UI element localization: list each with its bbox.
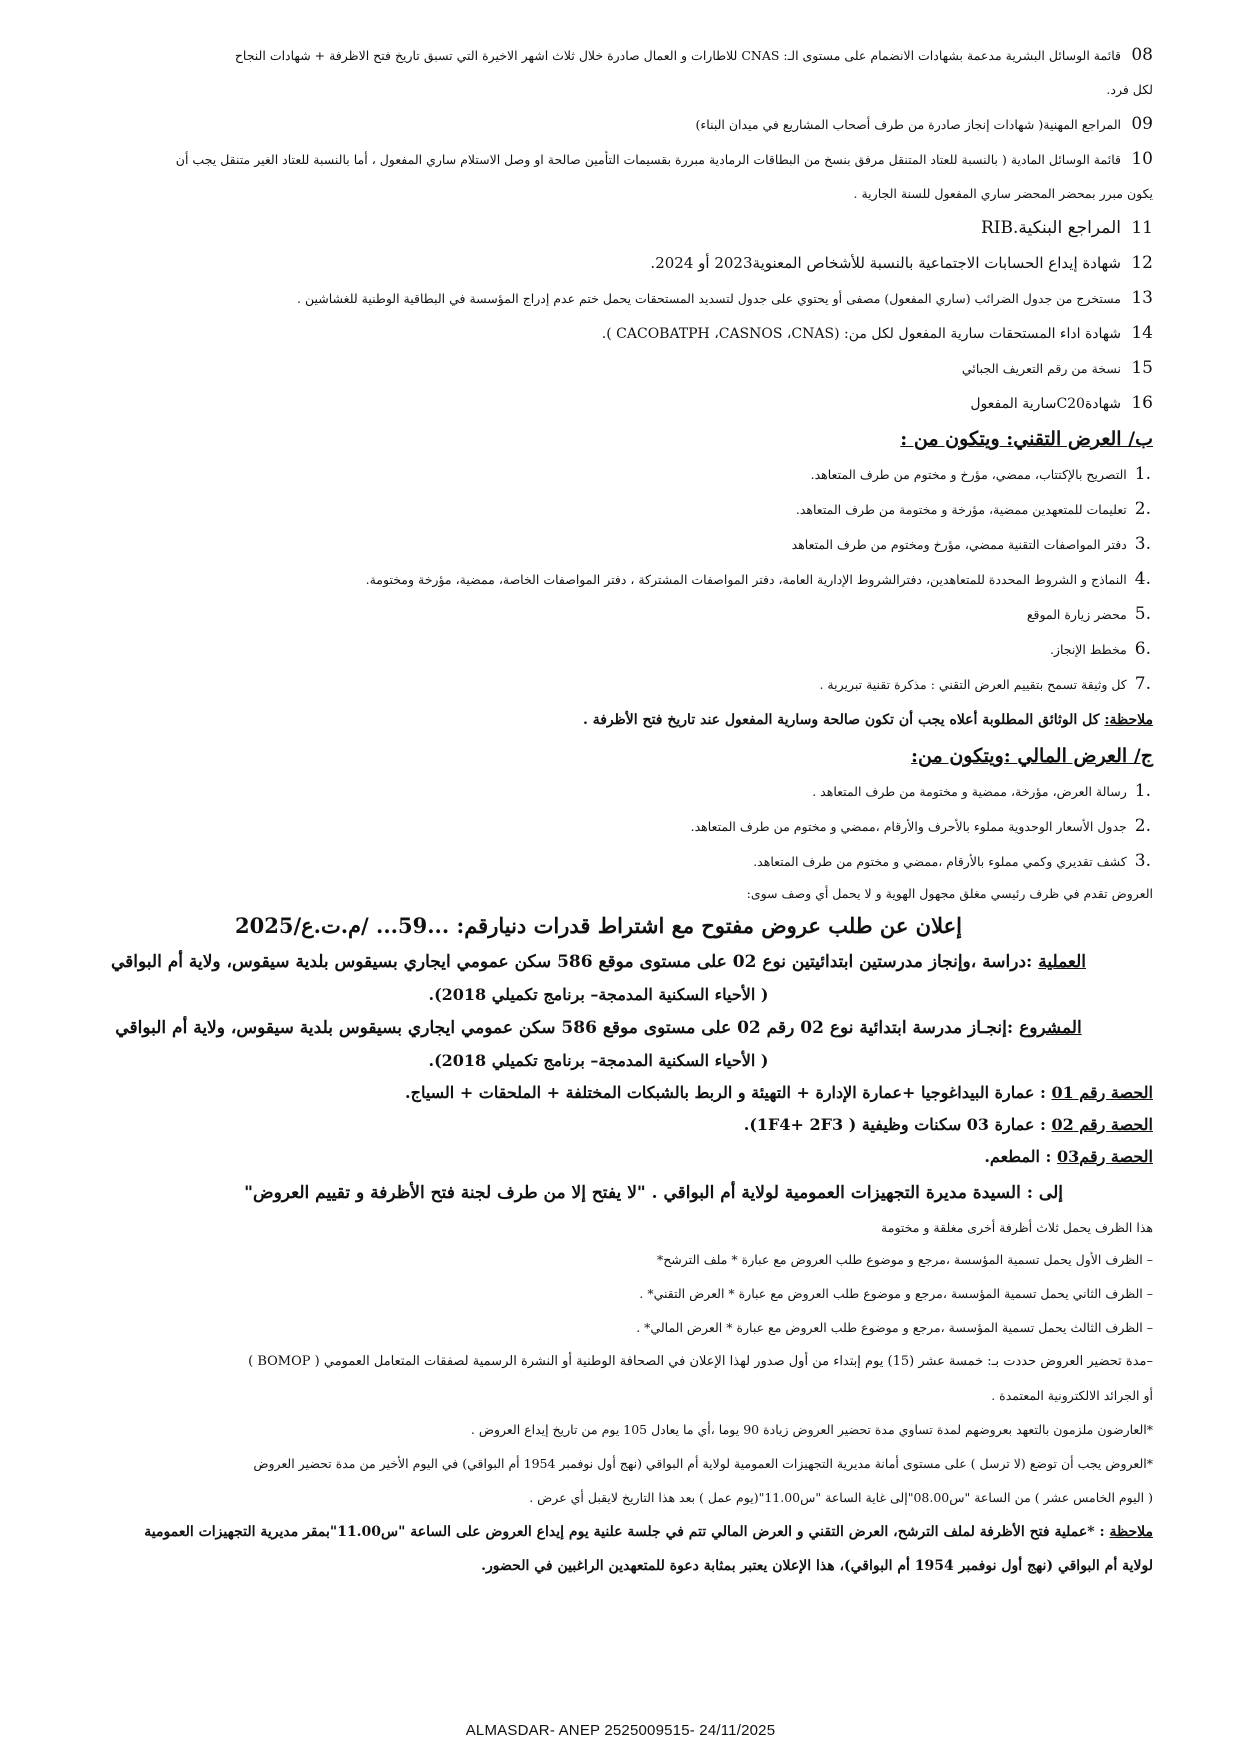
technical-offer-heading: ب/ العرض التقني: ويتكون من : — [900, 428, 1153, 450]
document-page — [44, 38, 1153, 1583]
list-item: .1رسالة العرض، مؤرخة، ممضية و مختومة من طرف المتعاهد . — [812, 781, 1151, 801]
list-item: .3دفتر المواصفات التقنية ممضي، مؤرخ ومختوم من طرف المتعاهد — [791, 534, 1151, 554]
list-item: 10قائمة الوسائل المادية ( بالنسبة للعتاد المتنقل مرفق بنسخ من البطاقات الرمادية مبررة بقسيمات التأمين صالحة او وصل الاستلام ساري المفعول ، أما بالنسبة للعتاد الغير متنقل يجب أن — [175, 149, 1153, 169]
publication-footer: ALMASDAR- ANEP 2525009515- 24/11/2025 — [465, 1722, 776, 1739]
list-item: .2جدول الأسعار الوحدوية مملوء بالأحرف والأرقام ،ممضي و مختوم من طرف المتعاهد. — [690, 816, 1151, 836]
addressee-line: إلى : السيدة مديرة التجهيزات العمومية لولاية أم البواقي . "لا يفتح إلا من طرف لجنة فتح الأظرفة و تقييم العروض" — [244, 1183, 1063, 1203]
list-item: .7كل وثيقة تسمح بتقييم العرض التقني : مذكرة تقنية تبريرية . — [819, 674, 1151, 694]
list-item: .3كشف تقديري وكمي مملوء بالأرقام ،ممضي و مختوم من طرف المتعاهد. — [753, 851, 1151, 871]
list-item-continuation: لكل فرد. — [1106, 82, 1153, 97]
condition-line: ( اليوم الخامس عشر ) من الساعة "س08.00"إلى غاية الساعة "س11.00"(يوم عمل ) بعد هذا التاريخ لايقبل أي عرض . — [529, 1490, 1153, 1505]
lot-item: الحصة رقم 01 : عمارة البيداغوجيا +عمارة الإدارة + التهيئة و الربط بالشبكات المختلفة + الملحقات + السياج. — [405, 1083, 1153, 1102]
lots-list — [44, 1077, 1153, 1173]
list-item: .5محضر زيارة الموقع — [1026, 604, 1151, 624]
list-item: .6مخطط الإنجاز. — [1049, 639, 1151, 659]
list-item: 11المراجع البنكية.RIB — [980, 218, 1153, 238]
condition-line: –مدة تحضير العروض حددت بـ: خمسة عشر (15) يوم إبتداء من أول صدور لهذا الإعلان في الصحافة الوطنية أو النشرة الرسمية لصفقات المتعامل العمومي ( BOMOP ) — [248, 1354, 1153, 1369]
list-item: .4النماذج و الشروط المحددة للمتعاهدين، دفترالشروط الإدارية العامة، دفتر المواصفات المشتركة ، دفتر المواصفات الخاصة، ممضية، مؤرخة ومختومة. — [365, 569, 1151, 589]
list-item: 13مستخرج من جدول الضرائب (ساري المفعول) مصفى أو يحتوي على جدول لتسديد المستحقات يحمل ختم عدم إدراج المؤسسة في البطاقية الوطنية للغشاشين . — [297, 288, 1153, 308]
list-item: 09المراجع المهنية( شهادات إنجاز صادرة من طرف أصحاب المشاريع في ميدان البناء) — [695, 114, 1153, 134]
list-item-continuation: يكون مبرر بمحضر المحضر ساري المفعول للسنة الجارية . — [853, 186, 1153, 201]
list-item: 15نسخة من رقم التعريف الجبائي — [961, 358, 1153, 378]
lot-item: الحصة رقم03 : المطعم. — [984, 1147, 1153, 1166]
technical-note: ملاحظة: كل الوثائق المطلوبة أعلاه يجب أن تكون صالحة وسارية المفعول عند تاريخ فتح الأظرفة . — [582, 712, 1153, 728]
financial-offer-list — [44, 774, 1153, 879]
admin-document-list — [44, 38, 1153, 421]
list-item: 16شهادةC20سارية المفعول — [970, 393, 1153, 413]
envelope-item: – الظرف الأول يحمل تسمية المؤسسة ،مرجع و موضوع طلب العروض مع عبارة * ملف الترشح* — [656, 1252, 1153, 1267]
operation-subtitle: ( الأحياء السكنية المدمجة– برنامج تكميلي 2018). — [428, 985, 769, 1004]
project-line: المشروع :إنجـاز مدرسة ابتدائية نوع 02 رقم 02 على مستوى موقع 586 سكن عمومي ايجاري بسيقوس بلدية سيقوس، ولاية أم البواقي — [115, 1018, 1082, 1038]
financial-offer-heading: ج/ العرض المالي :ويتكون من: — [911, 745, 1153, 767]
condition-line: أو الجرائد الالكترونية المعتمدة . — [991, 1388, 1153, 1403]
list-item: .1التصريح بالإكتتاب، ممضي، مؤرخ و مختوم من طرف المتعاهد. — [810, 464, 1151, 484]
lot-item: الحصة رقم 02 : عمارة 03 سكنات وظيفية ( 1F4+ 2F3). — [743, 1115, 1153, 1134]
list-item: .2تعليمات للمتعهدين ممضية، مؤرخة و مختومة من طرف المتعاهد. — [795, 499, 1151, 519]
final-note: ملاحظة : *عملية فتح الأظرفة لملف الترشح، العرض التقني و العرض المالي تتم في جلسة علنية يوم إيداع العروض على الساعة "س11.00"بمقر مديرية التجهيزات العمومية — [144, 1524, 1153, 1540]
technical-offer-list — [44, 457, 1153, 702]
condition-line: *العارضون ملزمون بالتعهد بعروضهم لمدة تساوي مدة تحضير العروض زيادة 90 يوما ،أي ما يعادل 105 يوم من تاريخ إيداع العروض . — [470, 1422, 1153, 1437]
envelope-item: – الظرف الثالث يحمل تسمية المؤسسة ،مرجع و موضوع طلب العروض مع عبارة * العرض المالي* . — [636, 1320, 1153, 1335]
final-note-continuation: لولاية أم البواقي (نهج أول نوفمبر 1954 أم البواقي)، هذا الإعلان يعتبر بمثابة دعوة للمتعهدين الراغبين في الحضور. — [481, 1558, 1153, 1574]
operation-line: العملية :دراسة ،وإنجاز مدرستين ابتدائيتين نوع 02 على مستوى موقع 586 سكن عمومي ايجاري بسيقوس بلدية سيقوس، ولاية أم البواقي — [110, 952, 1087, 972]
envelopes-intro: هذا الظرف يحمل ثلاث أظرفة أخرى مغلقة و مختومة — [881, 1220, 1153, 1235]
condition-line: *العروض يجب أن توضع (لا ترسل ) على مستوى أمانة مديرية التجهيزات العمومية لولاية أم البواقي (نهج أول نوفمبر 1954 أم البواقي) في اليوم الأخير من مدة تحضير العروض — [253, 1456, 1153, 1471]
envelope-item: – الظرف الثاني يحمل تسمية المؤسسة ،مرجع و موضوع طلب العروض مع عبارة * العرض التقني* . — [639, 1286, 1153, 1301]
envelope-instruction: العروض تقدم في ظرف رئيسي مغلق مجهول الهوية و لا يحمل أي وصف سوى: — [746, 886, 1153, 901]
list-item: 14شهادة اداء المستحقات سارية المفعول لكل من: (CACOBATPH ،CASNOS ،CNAS ). — [601, 323, 1153, 343]
project-subtitle: ( الأحياء السكنية المدمجة– برنامج تكميلي 2018). — [428, 1051, 769, 1070]
announcement-title: إعلان عن طلب عروض مفتوح مع اشتراط قدرات دنيارقم: ...59... /م.ت.ع/2025 — [235, 913, 962, 938]
list-item: 12شهادة إيداع الحسابات الاجتماعية بالنسبة للأشخاص المعنوية2023 أو 2024. — [650, 253, 1153, 273]
list-item: 08قائمة الوسائل البشرية مدعمة بشهادات الانضمام على مستوى الـ: CNAS للاطارات و العمال صادرة خلال ثلاث اشهر الاخيرة التي تسبق تاريخ فتح الاظرفة + شهادات النجاح — [234, 45, 1153, 65]
